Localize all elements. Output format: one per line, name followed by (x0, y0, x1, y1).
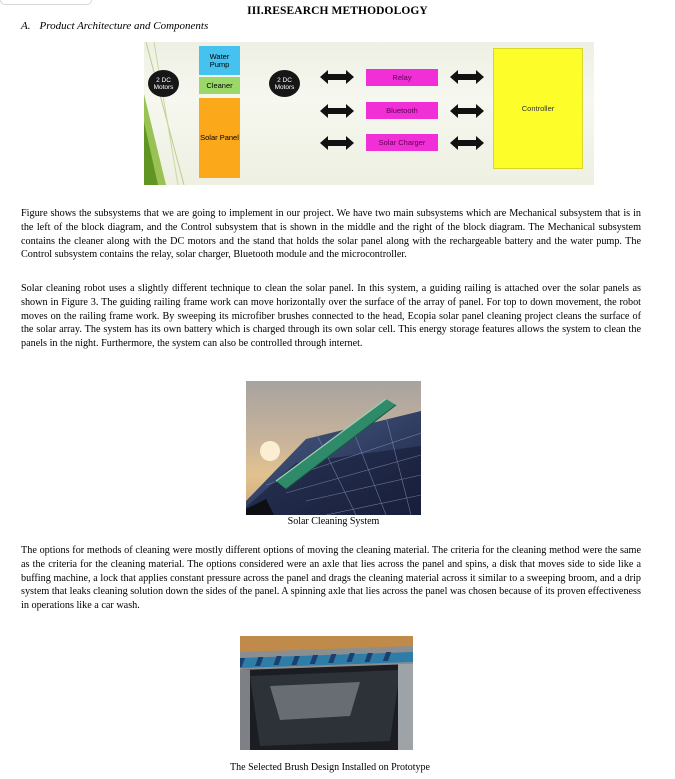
double-arrow-icon (320, 70, 354, 84)
solar-panel-block: Solar Panel (199, 98, 240, 178)
figure-caption-1: Solar Cleaning System (287, 516, 380, 527)
brush-prototype-photo (240, 636, 413, 750)
double-arrow-icon (450, 136, 484, 150)
section-heading: III.RESEARCH METHODOLOGY (247, 5, 428, 17)
cleaner-block: Cleaner (199, 77, 240, 94)
subsection-title: Product Architecture and Components (39, 20, 209, 32)
body-paragraph-1: Figure shows the subsystems that we are going to implement in our project. We have two main subsystems which are Mechanical subsystem that is in the left of the block diagram, and the Control subsystem that is shown in the middle and the right of the block diagram. The Mechanical subsystem contains the cleaner along with the DC motors and the stand that holds the solar panel along with the rechargeable battery and the water pump. The Control subsystem contains the relay, solar charger, Bluetooth module and the microcontroller. (21, 208, 641, 261)
water-pump-block: Water Pump (199, 46, 240, 75)
body-paragraph-3: The options for methods of cleaning were mostly different options of moving the cleaning material. The criteria for the cleaning method were the same as the criteria for the cleaning material. The options considered were an axle that lies across the panel and spins, a disk that moves side to side like a buffing machine, a lock that applies constant pressure across the panel and drags the cleaning material across it similar to a sweeping broom, and a drip system that leaks cleaning solution down the sides of the panel. A spinning axle that lies across the panel was chosen because of its proven effectiveness in operations like a car wash. (21, 545, 641, 612)
double-arrow-icon (320, 136, 354, 150)
double-arrow-icon (450, 70, 484, 84)
double-arrow-icon (320, 104, 354, 118)
right-dc-motors-block: 2 DC Motors (269, 70, 300, 97)
controller-block: Controller (493, 48, 583, 169)
block-diagram (144, 42, 594, 185)
bluetooth-block: Bluetooth (366, 102, 438, 119)
subsection-letter: A. (21, 20, 31, 32)
subsection-heading (21, 20, 208, 32)
relay-block: Relay (366, 69, 438, 86)
solar-charger-block: Solar Charger (366, 134, 438, 151)
body-paragraph-2: Solar cleaning robot uses a slightly different technique to clean the solar panel. In this system, a guiding railing is attached over the solar panels as shown in Figure 3. The guiding railing frame work can move horizontally over the surface of the array of panel. For top to down movement, the robot moves on the railing frame work. By sweeping its microfiber brushes connected to the head, Ecopia solar panel cleaning project cleans the surface of the solar array. The system has its own battery which is charged through its own solar cell. This energy storage features allows the system to clean the panels in the night. Furthermore, the system can also be controlled through internet. (21, 283, 641, 350)
solar-cleaning-system-photo (246, 381, 421, 515)
figure-caption-2: The Selected Brush Design Installed on Prototype (230, 762, 430, 773)
double-arrow-icon (450, 104, 484, 118)
left-dc-motors-block: 2 DC Motors (148, 70, 179, 97)
